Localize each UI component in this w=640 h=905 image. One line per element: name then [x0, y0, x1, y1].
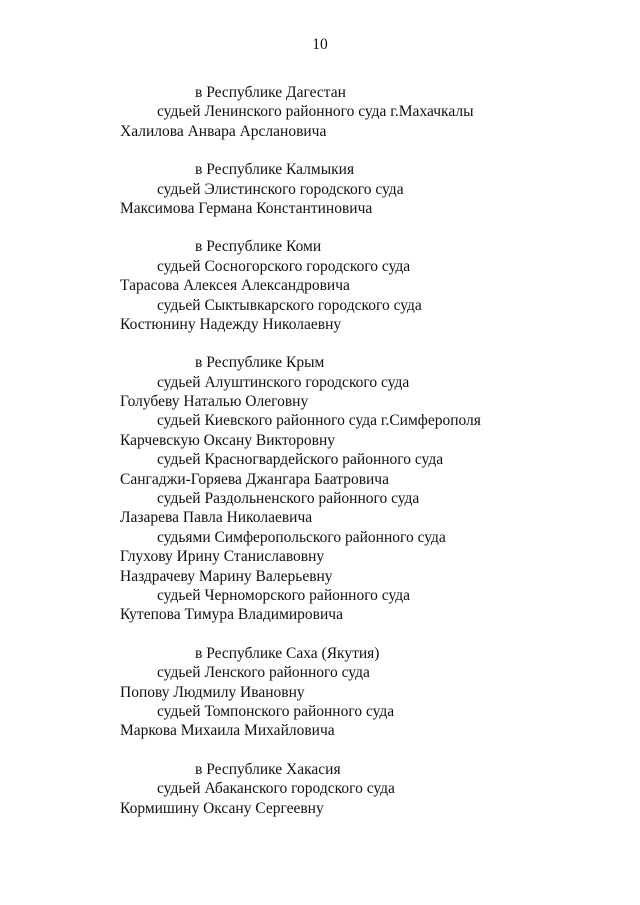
- region-section: [120, 160, 620, 218]
- region-title: в Республике Саха (Якутия): [195, 644, 380, 662]
- court-line: судьей Алуштинского городского суда: [157, 373, 410, 391]
- person-name: Тарасова Алексея Александровича: [120, 277, 350, 295]
- person-name: Кормишину Оксану Сергеевну: [120, 799, 324, 817]
- person-name: Карчевскую Оксану Викторовну: [120, 431, 336, 449]
- court-line: судьей Сыктывкарского городского суда: [157, 296, 422, 314]
- court-line: судьей Черноморского районного суда: [157, 586, 411, 604]
- region-section: [120, 760, 620, 818]
- court-line: судьей Раздольненского районного суда: [157, 490, 420, 508]
- region-section: [120, 353, 620, 624]
- person-name: Попову Людмилу Ивановну: [120, 683, 305, 701]
- region-title: в Республике Коми: [195, 238, 322, 256]
- person-name: Кутепова Тимура Владимировича: [120, 606, 343, 624]
- court-line: судьей Красногвардейского районного суда: [157, 451, 444, 469]
- region-section: [120, 237, 620, 334]
- region-title: в Республике Дагестан: [195, 84, 346, 101]
- page-number: 10: [312, 36, 328, 53]
- court-line: судьей Киевского районного суда г.Симферополя: [157, 412, 481, 430]
- region-section: [120, 83, 620, 141]
- region-title: в Республике Хакасия: [195, 760, 341, 778]
- court-line: судьей Томпонского районного суда: [157, 702, 395, 720]
- court-line: судьей Ленинского районного суда г.Махачкалы: [157, 103, 474, 121]
- person-name: Костюнину Надежду Николаевну: [120, 315, 342, 333]
- court-line: судьями Симферопольского районного суда: [157, 528, 446, 546]
- person-name: Голубеву Наталью Олеговну: [120, 393, 309, 411]
- appointments-list: [120, 83, 620, 837]
- person-name: Лазарева Павла Николаевича: [120, 509, 313, 527]
- region-title: в Республике Крым: [195, 354, 325, 372]
- person-name: Маркова Михаила Михайловича: [120, 722, 335, 740]
- person-name: Максимова Германа Константиновича: [120, 199, 373, 217]
- court-line: судьей Элистинского городского суда: [157, 180, 404, 198]
- region-section: [120, 644, 620, 741]
- person-name: Наздрачеву Марину Валерьевну: [120, 567, 333, 585]
- person-name: Сангаджи-Горяева Джангара Баатровича: [120, 470, 389, 488]
- court-line: судьей Сосногорского городского суда: [157, 257, 411, 275]
- court-line: судьей Абаканского городского суда: [157, 780, 395, 798]
- person-name: Глухову Ирину Станиславовну: [120, 548, 325, 566]
- court-line: судьей Ленского районного суда: [157, 664, 370, 682]
- person-name: Халилова Анвара Арслановича: [120, 122, 327, 140]
- region-title: в Республике Калмыкия: [195, 161, 355, 179]
